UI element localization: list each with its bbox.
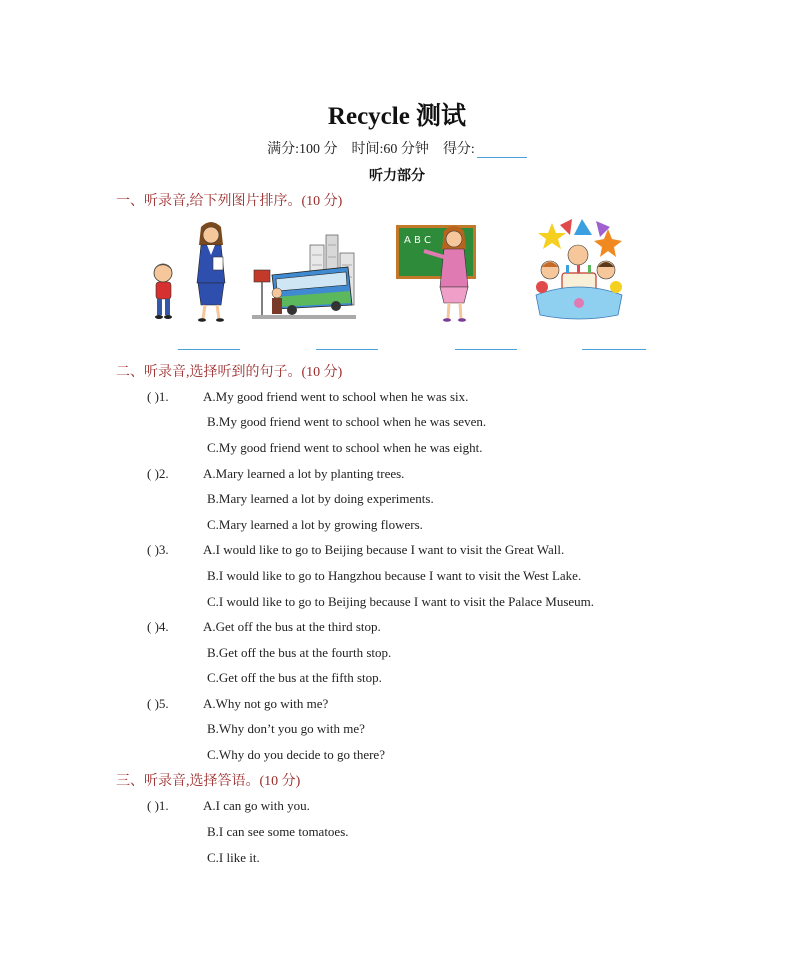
option-text: A.I would like to go to Beijing because I want to visit the Great Wall.	[203, 542, 565, 557]
full-score: 满分:100 分	[267, 142, 338, 157]
picture-answer-blank-4[interactable]	[582, 349, 646, 350]
section-2-title: 二、听录音,选择听到的句子。(10 分)	[116, 365, 343, 380]
option-text: A.Why not go with me?	[203, 696, 329, 711]
option-text: B.Mary learned a lot by doing experiments.	[207, 491, 434, 506]
boy-teacher-icon	[143, 215, 243, 323]
question-paren[interactable]: ( )1.	[147, 798, 169, 813]
option-text: B.Why don’t you go with me?	[207, 721, 365, 736]
option-text: C.I would like to go to Beijing because I want to visit the Palace Museum.	[207, 594, 595, 609]
time-limit: 时间:60 分钟	[351, 142, 429, 157]
question-paren[interactable]: ( )4.	[147, 619, 169, 634]
page-title: Recycle 测试	[327, 103, 467, 130]
option-text: B.I would like to go to Hangzhou because I want to visit the West Lake.	[207, 568, 582, 583]
option-text: C.Why do you decide to go there?	[207, 747, 385, 762]
option-text: A.Mary learned a lot by planting trees.	[203, 466, 405, 481]
option-text: A.I can go with you.	[203, 798, 310, 813]
option-text: C.I like it.	[207, 850, 260, 865]
bus-street-icon	[252, 215, 356, 323]
blackboard-text: A B C	[404, 235, 432, 246]
question-paren[interactable]: ( )5.	[147, 696, 169, 711]
question-paren[interactable]: ( )3.	[147, 542, 169, 557]
teacher-blackboard-icon	[394, 215, 480, 323]
score-blank[interactable]	[477, 143, 527, 158]
picture-answer-blank-2[interactable]	[316, 349, 378, 350]
score-label: 得分:	[442, 142, 475, 157]
option-text: B.My good friend went to school when he was seven.	[207, 414, 487, 429]
section-1-title: 一、听录音,给下列图片排序。(10 分)	[116, 194, 343, 209]
option-text: B.I can see some tomatoes.	[207, 824, 349, 839]
section-3-title: 三、听录音,选择答语。(10 分)	[116, 774, 301, 789]
option-text: C.Mary learned a lot by growing flowers.	[207, 517, 423, 532]
birthday-party-icon	[530, 215, 628, 323]
option-text: B.Get off the bus at the fourth stop.	[207, 645, 392, 660]
part-title: 听力部分	[369, 169, 425, 184]
option-text: A.My good friend went to school when he was six.	[203, 389, 469, 404]
picture-answer-blank-1[interactable]	[178, 349, 240, 350]
question-paren[interactable]: ( )2.	[147, 466, 169, 481]
score-info	[0, 138, 794, 158]
option-text: C.Get off the bus at the fifth stop.	[207, 670, 382, 685]
option-text: C.My good friend went to school when he was eight.	[207, 440, 483, 455]
picture-answer-blank-3[interactable]	[455, 349, 517, 350]
question-paren[interactable]: ( )1.	[147, 389, 169, 404]
option-text: A.Get off the bus at the third stop.	[203, 619, 381, 634]
